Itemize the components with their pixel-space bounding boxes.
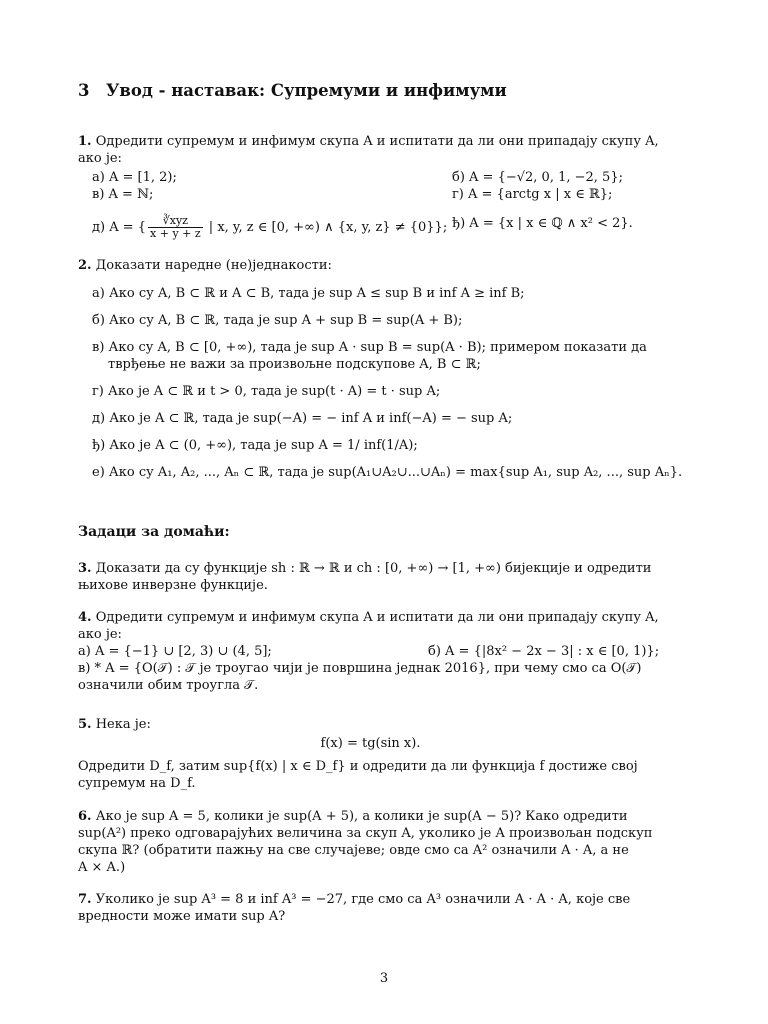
section-title: Увод - наставак: Супремуми и инфимуми <box>106 81 507 100</box>
task-3-number: 3. <box>78 561 92 576</box>
task-1-item-v: в) A = ℕ; <box>92 187 154 202</box>
task-1-item-a: а) A = [1, 2); <box>92 170 177 185</box>
task-5-line-2: Одредити D_f, затим sup{f(x) | x ∈ D_f} и одредити да ли функција f достиже свој <box>78 759 638 774</box>
task-2-item-g: г) Ако је A ⊂ ℝ и t > 0, тада је sup(t · A) = t · sup A; <box>92 384 441 399</box>
task-1-row-1 <box>78 169 663 186</box>
task-5-formula: f(x) = tg(sin x). <box>320 736 421 751</box>
task-1 <box>78 133 663 239</box>
task-6 <box>78 808 663 876</box>
homework-title: Задаци за домаћи: <box>78 524 230 540</box>
task-4-item-v-line-1: в) * A = {O(𝒯) : 𝒯 је троугао чији је површина једнак 2016}, при чему смо са O(𝒯) <box>78 661 642 676</box>
task-2-item-a: а) Ако су A, B ⊂ ℝ и A ⊂ B, тада је sup A ≤ sup B и inf A ≥ inf B; <box>92 286 525 301</box>
task-4-number: 4. <box>78 610 92 625</box>
task-2-item-e: е) Ако су A₁, A₂, ..., Aₙ ⊂ ℝ, тада је sup(A₁∪A₂∪...∪Aₙ) = max{sup A₁, sup A₂, ..., sup Aₙ}. <box>92 465 683 480</box>
task-3-line-2: њихове инверзне функције. <box>78 578 268 593</box>
task-1-text: Одредити супремум и инфимум скупа A и испитати да ли они припадају скупу A, ако је: <box>78 134 659 166</box>
task-6-line-4: A × A.) <box>78 860 126 875</box>
task-1-row-2 <box>78 186 663 203</box>
task-7 <box>78 891 663 925</box>
task-2-item-dj: ђ) Ако је A ⊂ (0, +∞), тада је sup A = 1/ inf(1/A); <box>92 438 418 453</box>
fraction-denominator: x + y + z <box>150 227 201 240</box>
task-6-number: 6. <box>78 809 92 824</box>
task-7-line-2: вредности може имати sup A? <box>78 909 286 924</box>
task-1-number: 1. <box>78 134 92 149</box>
task-2-number: 2. <box>78 258 92 273</box>
fraction <box>148 215 203 240</box>
task-5-number: 5. <box>78 717 92 732</box>
fraction-numerator: ∛xyz <box>148 215 203 228</box>
task-2-item-b: б) Ако су A, B ⊂ ℝ, тада је sup A + sup B = sup(A + B); <box>92 313 463 328</box>
task-4-line-1: Одредити супремум и инфимум скупа A и испитати да ли они припадају скупу A, <box>95 610 659 625</box>
section-heading <box>78 82 663 99</box>
task-3 <box>78 560 663 594</box>
task-6-line-1: Ако је sup A = 5, колики је sup(A + 5), а колики је sup(A − 5)? Како одредити <box>95 809 628 824</box>
task-6-line-3: скупа ℝ? (обратити пажњу на све случајеве; овде смо са A² означили A · A, а не <box>78 843 629 858</box>
homework-heading <box>78 524 663 541</box>
task-4-row-1 <box>78 643 663 660</box>
task-4 <box>78 609 663 694</box>
task-5-line-3: супремум на D_f. <box>78 776 196 791</box>
task-3-line-1: Доказати да су функције sh : ℝ → ℝ и ch : [0, +∞) → [1, +∞) бијекције и одредити <box>95 561 652 576</box>
task-1-item-b: б) A = {−√2, 0, 1, −2, 5}; <box>452 170 623 185</box>
task-1-row-3 <box>78 207 663 239</box>
task-7-number: 7. <box>78 892 92 907</box>
task-2-text: Доказати наредне (не)једнакости: <box>95 258 332 273</box>
task-2-item-v-cont: тврђење не важи за произвољне подскупове A, B ⊂ ℝ; <box>108 357 481 372</box>
task-5-line-1: Нека је: <box>95 717 151 732</box>
task-4-item-v-line-2: означили обим троугла 𝒯. <box>78 678 259 693</box>
task-4-item-a: а) A = {−1} ∪ [2, 3) ∪ (4, 5]; <box>78 644 272 659</box>
task-1-item-g: г) A = {arctg x | x ∈ ℝ}; <box>452 187 613 202</box>
task-6-line-2: sup(A²) преко одговарајућих величина за скуп A, уколико је A произвољан подскуп <box>78 826 653 841</box>
task-1-item-dj: ђ) A = {x | x ∈ ℚ ∧ x² < 2}. <box>452 216 633 231</box>
task-1-item-d <box>92 215 447 240</box>
section-number: 3 <box>78 81 90 100</box>
task-7-line-1: Уколико је sup A³ = 8 и inf A³ = −27, где смо са A³ означили A · A · A, које све <box>95 892 631 907</box>
task-4-line-2: ако је: <box>78 627 122 642</box>
task-5 <box>78 716 663 792</box>
task-1-item-d-suffix: | x, y, z ∈ [0, +∞) ∧ {x, y, z} ≠ {0}}; <box>204 220 448 235</box>
task-2 <box>78 257 683 481</box>
task-1-item-d-prefix: д) A = { <box>92 220 147 235</box>
task-2-item-v: в) Ако су A, B ⊂ [0, +∞), тада је sup A · sup B = sup(A · B); примером показати да <box>92 340 647 355</box>
task-4-item-b: б) A = {|8x² − 2x − 3| : x ∈ [0, 1)}; <box>428 644 660 659</box>
task-2-item-d: д) Ако је A ⊂ ℝ, тада је sup(−A) = − inf A и inf(−A) = − sup A; <box>92 411 513 426</box>
page-number: 3 <box>379 971 389 986</box>
